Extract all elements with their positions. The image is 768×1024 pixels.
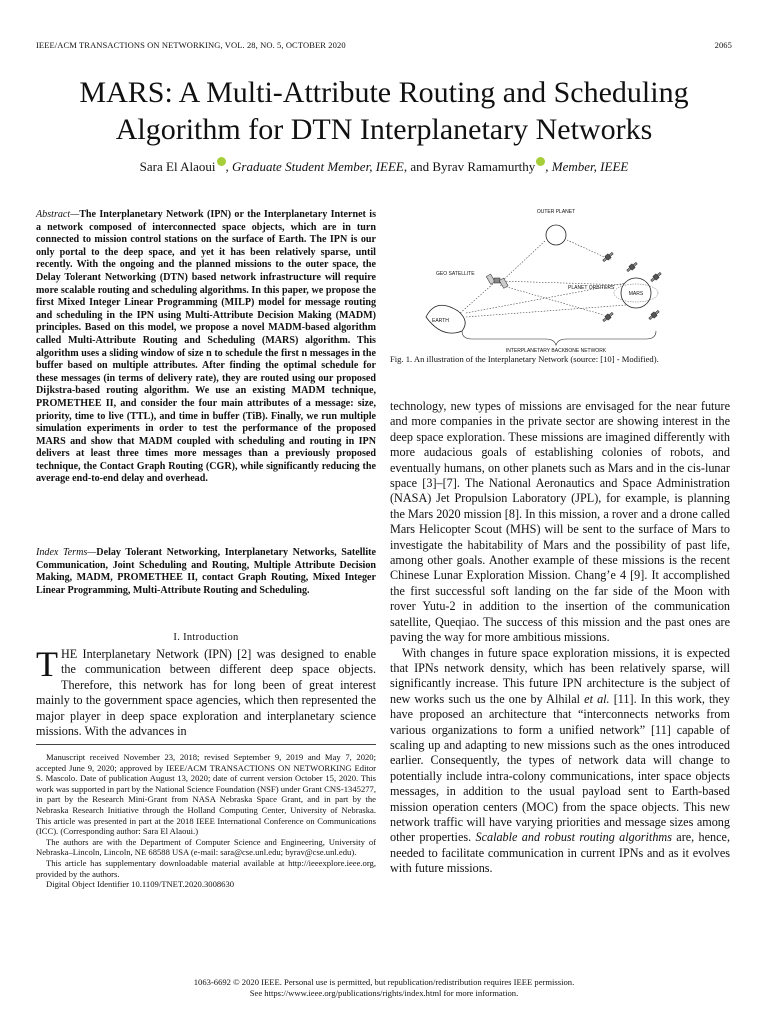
author-1-role: Graduate Student Member, IEEE <box>232 159 404 174</box>
backbone-label: INTERPLANETARY BACKBONE NETWORK <box>505 348 607 353</box>
footnote-supplementary: This article has supplementary downloadable material available at http://ieeexplore.ieee.org, provided by the authors. <box>36 857 376 879</box>
footnotes <box>36 752 376 890</box>
figure-caption: Fig. 1. An illustration of the Interplanetary Network (source: [10] - Modified). <box>390 354 659 364</box>
orbiter-icon <box>602 311 614 323</box>
orbiter-icon <box>650 271 662 283</box>
orbiter-icon <box>626 261 638 273</box>
right-column-text <box>390 399 730 877</box>
paper-title: MARS: A Multi-Attribute Routing and Scheduling Algorithm for DTN Interplanetary Networks <box>79 76 689 146</box>
drop-cap: T <box>36 644 58 684</box>
author-2-name: Byrav Ramamurthy <box>432 159 536 174</box>
introduction-text <box>36 644 376 739</box>
paragraph: technology, new types of missions are envisaged for the near future and more companies in the private sector are showing interest in the deep space exploration. These missions are imagined differently with more audacious goals of establishing colonies of robots, and eventually humans, on other planets such as Mars and in the cis-lunar space [3]–[7]. The National Aeronautics and Space Administration (NASA) Jet Propulsion Laboratory (JPL), for example, is planning the Mars 2020 mission [8]. In this mission, a rover and a drone called Mars Helicopter Scout (MHS) will be sent to the surface of Mars to investigate the habitability of Mars and the possibility of past life, among other goals. Another example of these missions is the recent Chinese Lunar Exploration Mission. Chang’e 4 [9]. It accomplished the first successful soft landing on the far side of the Moon with rover Yutu-2 in addition to the insertion of the communication satellite, Queqiao. The success of this mission and the past ones are paving the way for more ambitious missions. <box>390 399 730 645</box>
index-terms <box>36 547 376 597</box>
ipn-diagram <box>396 205 726 353</box>
paragraph-segment: With changes in future space exploration missions, it is expected that IPNs network density, which has been relatively sparse, will significantly increase. This future IPN architecture is the subject of new works such us the one by Alhilal <box>390 645 730 706</box>
copyright-line-2: See https://www.ieee.org/publications/rights/index.html for more information. <box>249 988 519 998</box>
footnote-manuscript: Manuscript received November 23, 2018; revised September 9, 2019 and May 7, 2020; accepted June 9, 2020; approved by IEEE/ACM TRANSACTIONS ON NETWORKING Editor S. Mascolo. Date of publication August 13, 2020; date of current version October 15, 2020. This work was supported in part by the National Science Foundation (NSF) under Grant CNS-1345277, in part by the Research Mini-Grant from NASA Nebraska Space Grant, and in part by the Nebraska Research Initiative through the Holland Computing Center, University of Nebraska. This article was presented in part at the 2018 IEEE International Conference on Communications (ICC). (Corresponding author: Sara El Alaoui.) <box>36 752 376 837</box>
earth-label: EARTH <box>432 318 449 324</box>
copyright-notice <box>36 977 732 999</box>
backbone-brace <box>462 331 656 345</box>
orcid-icon[interactable] <box>217 157 226 166</box>
paragraph-segment: are, hence, needed to facilitate communication in current IPNs and as it evolves with future missions. <box>390 830 730 876</box>
author-2-role: Member, IEEE <box>551 159 629 174</box>
running-header: IEEE/ACM TRANSACTIONS ON NETWORKING, VOL. 28, NO. 5, OCTOBER 2020 <box>36 40 346 50</box>
author-line: Sara El Alaoui , Graduate Student Member, IEEE, and Byrav Ramamurthy , Member, IEEE <box>139 159 629 174</box>
geo-satellite-icon <box>486 274 508 288</box>
page-number: 2065 <box>714 40 732 50</box>
mars-label: MARS <box>628 291 644 297</box>
copyright-line-1: 1063-6692 © 2020 IEEE. Personal use is permitted, but republication/redistribution requires IEEE permission. <box>193 977 575 987</box>
section-heading: I. Introduction <box>173 632 239 643</box>
planet-orbiters-label: PLANET ORBITERS <box>568 285 615 291</box>
emphasis-text: Scalable and robust routing algorithms <box>475 830 672 845</box>
geo-satellite-label: GEO SATELLITE <box>436 271 475 277</box>
orbiter-icon <box>602 251 614 263</box>
outer-planet-shape <box>546 225 566 245</box>
orcid-icon[interactable] <box>536 157 545 166</box>
abstract-lead: Abstract— <box>36 209 80 220</box>
index-terms-text: Delay Tolerant Networking, Interplanetary Networks, Satellite Communication, Joint Scheduling and Routing, Multiple Attribute Decision Making, MADM, PROMETHEE II, contact Graph Routing, Mixed Integer Linear Programming, Multi-Attribute Routing and Scheduling. <box>36 547 376 596</box>
orbiter-icon <box>648 309 660 321</box>
author-separator: , and <box>403 159 433 174</box>
index-terms-lead: Index Terms— <box>36 547 97 558</box>
abstract <box>36 209 376 486</box>
abstract-text: The Interplanetary Network (IPN) or the Interplanetary Internet is a network composed of interconnected space objects, which are in turn connected to mission control stations on the surface of Earth. The IPN is our only portal to the deep space, and yet it has been relatively sparse, until recently. With the ongoing and the planned missions to the outer space, the Delay Tolerant Networking (DTN) based network infrastructure will require more scalable routing and scheduling algorithms. In this paper, we propose the first Mixed Integer Linear Programming (MILP) model for message routing and scheduling in the IPN using Multi-Attribute Decision Making (MADM) principles. Based on this model, we propose a novel MADM-based algorithm called Multi-Attribute Routing and Scheduling (MARS) algorithm. This algorithm uses a sliding window of size n to schedule the first n messages in the buffer based on multiple attributes. After finding the optimal schedule for these messages (in terms of delivery rate), they are routed using our proposed Dijkstra-based routing algorithm. We use an existing MADM technique, PROMETHEE II, and consider the four main attributes of a message: size, priority, time to live (TTL), and time in buffer (TiB). Finally, we run multiple simulation experiments in order to test the performance of the proposed MARS and show that MADM coupled with scheduling and routing in IPN delivers at least three times more messages than a previously proposed technique, the Contact Graph Routing (CGR), while significantly reducing the average end-to-end delay and overhead. <box>36 209 376 485</box>
paragraph <box>390 646 730 877</box>
paragraph-segment: [11]. In this work, they have proposed an architecture that “interconnects networks from various organizations to form a unified network” [11] capable of scaling up and adapting to new missions such as the ones introduced earlier. Consequently, the types of network data will change to potentially include intra-colony communications, inter space objects messages, in addition to the usual payload sent to Earth-based mission operation centers (MOC) from the space objects. This new network traffic will have varying priorities and message sizes among other properties. <box>390 691 730 845</box>
footnote-divider <box>36 744 376 745</box>
footnote-doi: Digital Object Identifier 10.1109/TNET.2020.3008630 <box>46 879 235 890</box>
figure-ipn-illustration <box>396 205 726 353</box>
introduction-paragraph: HE Interplanetary Network (IPN) [2] was designed to enable the communication between different deep space objects. Therefore, this network has for long been of great interest mainly to the government space agencies, which then represented the major player in deep space exploration and interplanetary science missions. With the advances in <box>36 647 376 739</box>
footnote-affiliation: The authors are with the Department of Computer Science and Engineering, University of Nebraska–Lincoln, Lincoln, NE 68588 USA (e-mail: sara@cse.unl.edu; byrav@cse.unl.edu). <box>36 836 376 858</box>
author-1-name: Sara El Alaoui <box>139 159 216 174</box>
et-al: et al. <box>584 691 610 706</box>
outer-planet-label: OUTER PLANET <box>536 209 576 215</box>
